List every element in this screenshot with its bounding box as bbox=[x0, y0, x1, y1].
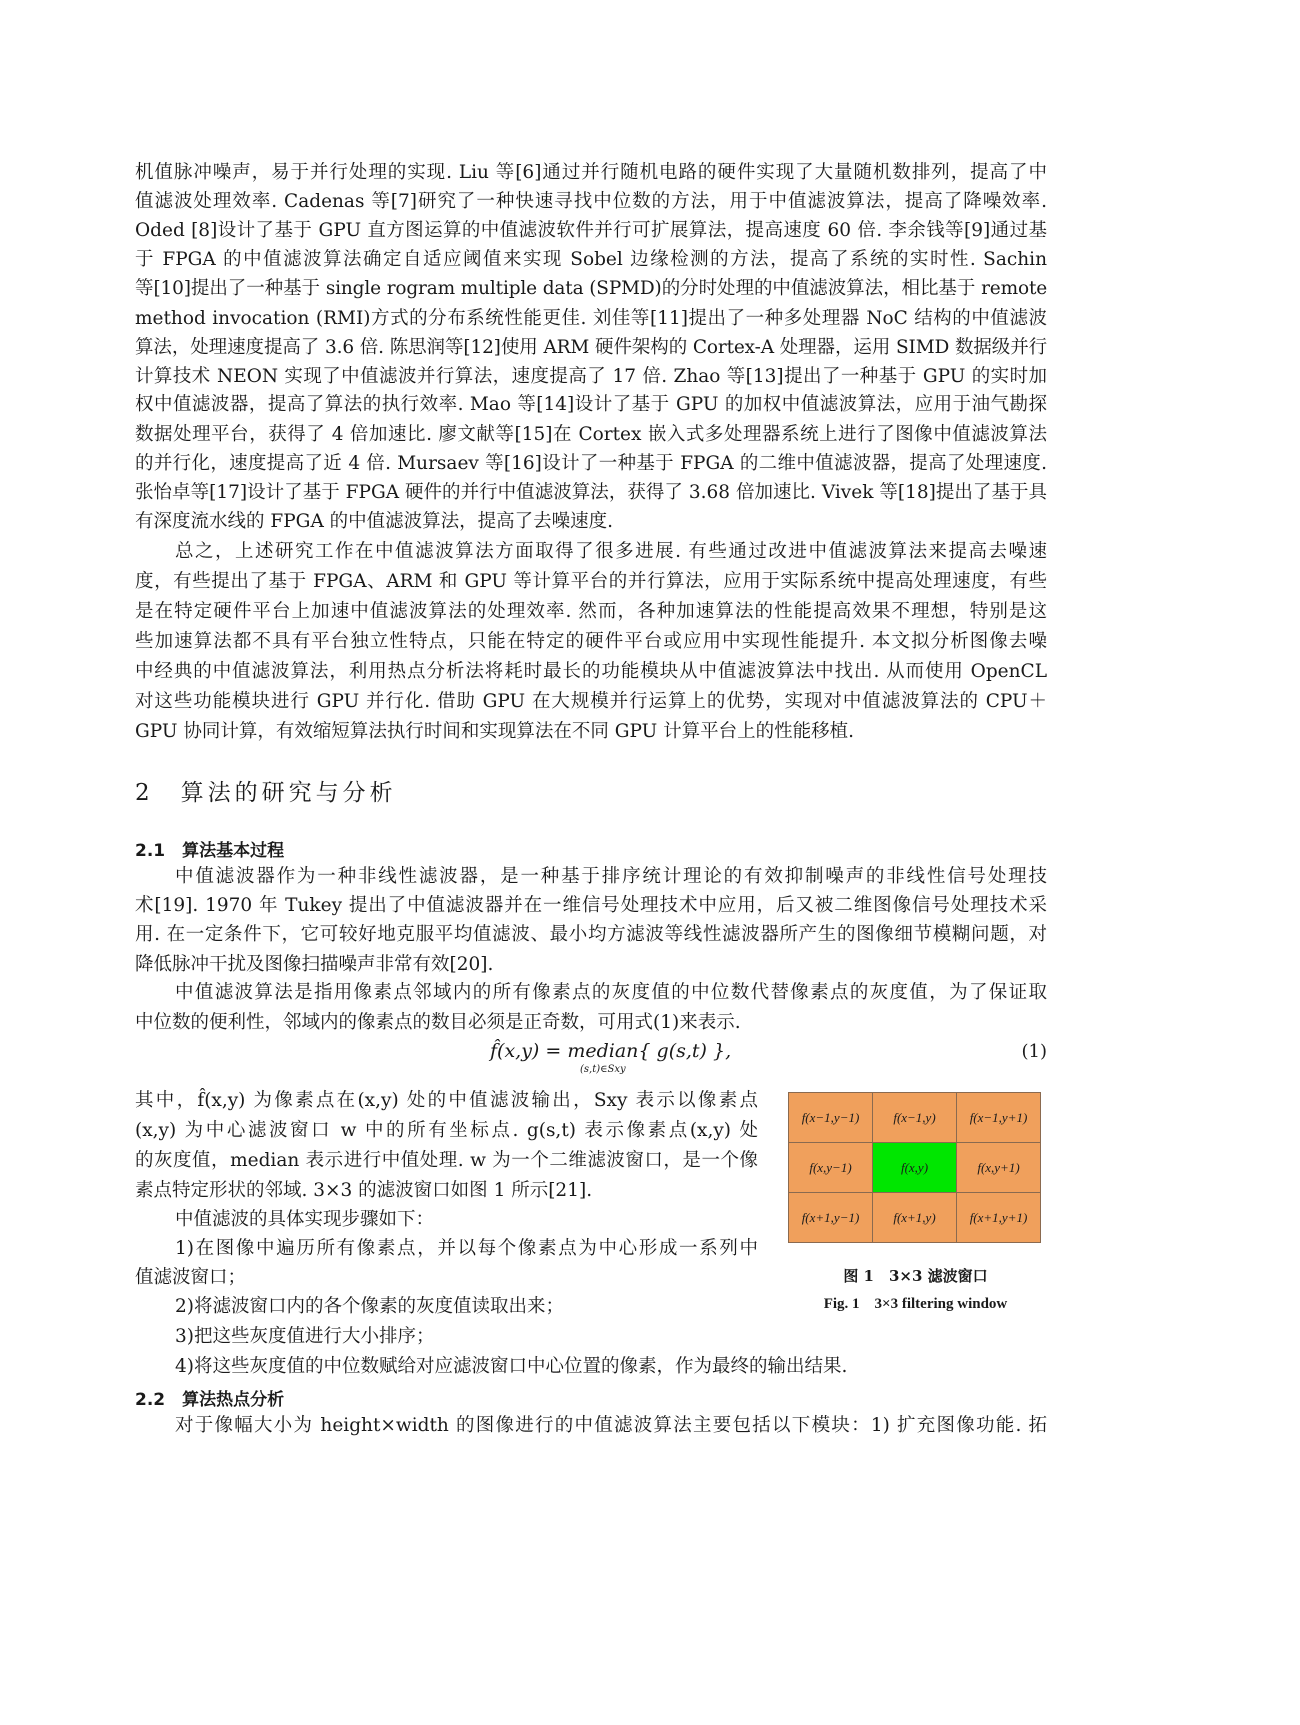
text-line: 值滤波窗口； bbox=[135, 1266, 247, 1288]
text-line: 2)将滤波窗口内的各个像素的灰度值读取出来； bbox=[175, 1295, 564, 1317]
text-line: 中位数的便利性，邻域内的像素点的数目必须是正奇数，可用式(1)来表示. bbox=[135, 1011, 741, 1033]
figure-center-cell: f(x,y) bbox=[873, 1143, 957, 1193]
text-line: 对于像幅大小为 height×width 的图像进行的中值滤波算法主要包括以下模块：1) 扩充图像功能. 拓 bbox=[175, 1414, 1047, 1436]
figure-cell: f(x−1,y) bbox=[873, 1093, 957, 1143]
text-line: 的灰度值，median 表示进行中值处理. w 为一个二维滤波窗口，是一个像 bbox=[135, 1149, 758, 1171]
text-line: 张怡卓等[17]设计了基于 FPGA 硬件的并行中值滤波算法，获得了 3.68 倍加速比. Vivek 等[18]提出了基于具 bbox=[135, 481, 1047, 503]
figure-caption-en: Fig. 1 3×3 filtering window bbox=[823, 1296, 1008, 1312]
text-line: 术[19]. 1970 年 Tukey 提出了中值滤波器并在一维信号处理技术中应用，后又被二维图像信号处理技术采 bbox=[135, 894, 1047, 916]
equation-subscript: (s,t)∈Sxy bbox=[580, 1064, 626, 1075]
text-line: 用. 在一定条件下，它可较好地克服平均值滤波、最小均方滤波等线性滤波器所产生的图像细节模糊问题，对 bbox=[135, 923, 1047, 945]
text-line: 中值滤波器作为一种非线性滤波器，是一种基于排序统计理论的有效抑制噪声的非线性信号处理技 bbox=[175, 865, 1047, 887]
figure-cell: f(x,y−1) bbox=[789, 1143, 873, 1193]
text-line: (x,y) 为中心滤波窗口 w 中的所有坐标点. g(s,t) 表示像素点(x,y) 处 bbox=[135, 1119, 758, 1141]
text-line: 1)在图像中遍历所有像素点，并以每个像素点为中心形成一系列中 bbox=[175, 1237, 758, 1259]
text-line: 计算技术 NEON 实现了中值滤波并行算法，速度提高了 17 倍. Zhao 等[13]提出了一种基于 GPU 的实时加 bbox=[135, 365, 1047, 387]
text-line: 数据处理平台，获得了 4 倍加速比. 廖文献等[15]在 Cortex 嵌入式多处理器系统上进行了图像中值滤波算法 bbox=[135, 423, 1047, 445]
figure-caption-cn: 图 1 3×3 滤波窗口 bbox=[843, 1267, 988, 1285]
figure-cell: f(x+1,y+1) bbox=[957, 1193, 1041, 1243]
subsection-heading: 2.2 算法热点分析 bbox=[135, 1390, 285, 1410]
text-line: 的并行化，速度提高了近 4 倍. Mursaev 等[16]设计了一种基于 FPGA 的二维中值滤波器，提高了处理速度. bbox=[135, 452, 1047, 474]
text-line: 是在特定硬件平台上加速中值滤波算法的处理效率. 然而，各种加速算法的性能提高效果不理想，特别是这 bbox=[135, 600, 1047, 622]
section-heading: 2 算法的研究与分析 bbox=[135, 780, 397, 806]
text-line: 机值脉冲噪声，易于并行处理的实现. Liu 等[6]通过并行随机电路的硬件实现了大量随机数排列，提高了中 bbox=[135, 161, 1047, 183]
figure-cell: f(x+1,y) bbox=[873, 1193, 957, 1243]
text-line: 些加速算法都不具有平台独立性特点，只能在特定的硬件平台或应用中实现性能提升. 本文拟分析图像去噪 bbox=[135, 630, 1047, 652]
figure-cell: f(x−1,y+1) bbox=[957, 1093, 1041, 1143]
text-line: 值滤波处理效率. Cadenas 等[7]研究了一种快速寻找中位数的方法，用于中值滤波算法，提高了降噪效率. bbox=[135, 190, 1047, 212]
figure-cell: f(x−1,y−1) bbox=[789, 1093, 873, 1143]
text-line: 中值滤波算法是指用像素点邻域内的所有像素点的灰度值的中位数代替像素点的灰度值，为了保证取 bbox=[175, 981, 1047, 1003]
text-line: 度，有些提出了基于 FPGA、ARM 和 GPU 等计算平台的并行算法，应用于实际系统中提高处理速度，有些 bbox=[135, 570, 1047, 592]
text-line: 降低脉冲干扰及图像扫描噪声非常有效[20]. bbox=[135, 953, 494, 975]
equation bbox=[490, 1040, 732, 1075]
text-line: 中经典的中值滤波算法，利用热点分析法将耗时最长的功能模块从中值滤波算法中找出. 从而使用 OpenCL bbox=[135, 660, 1047, 682]
text-line: Oded [8]设计了基于 GPU 直方图运算的中值滤波软件并行可扩展算法，提高速度 60 倍. 李余钱等[9]通过基 bbox=[135, 219, 1047, 241]
subsection-heading: 2.1 算法基本过程 bbox=[135, 841, 285, 861]
text-line: 总之，上述研究工作在中值滤波算法方面取得了很多进展. 有些通过改进中值滤波算法来提高去噪速 bbox=[175, 540, 1047, 562]
text-line: method invocation (RMI)方式的分布系统性能更佳. 刘佳等[11]提出了一种多处理器 NoC 结构的中值滤波 bbox=[135, 307, 1047, 329]
equation-body: f̂(x,y) = median{ g(s,t) }, bbox=[490, 1040, 732, 1062]
text-line: 等[10]提出了一种基于 single rogram multiple data (SPMD)的分时处理的中值滤波算法，相比基于 remote bbox=[135, 277, 1047, 299]
text-line: 中值滤波的具体实现步骤如下： bbox=[175, 1208, 435, 1230]
text-line: 其中，f̂(x,y) 为像素点在(x,y) 处的中值滤波输出，Sxy 表示以像素点 bbox=[135, 1089, 758, 1111]
text-line: 对这些功能模块进行 GPU 并行化. 借助 GPU 在大规模并行运算上的优势，实现对中值滤波算法的 CPU＋ bbox=[135, 690, 1047, 712]
text-line: 有深度流水线的 FPGA 的中值滤波算法，提高了去噪速度. bbox=[135, 510, 614, 532]
equation-number: (1) bbox=[1021, 1041, 1047, 1062]
figure-cell: f(x+1,y−1) bbox=[789, 1193, 873, 1243]
text-line: GPU 协同计算，有效缩短算法执行时间和实现算法在不同 GPU 计算平台上的性能移植. bbox=[135, 720, 855, 742]
text-line: 3)把这些灰度值进行大小排序； bbox=[175, 1325, 435, 1347]
text-line: 4)将这些灰度值的中位数赋给对应滤波窗口中心位置的像素，作为最终的输出结果. bbox=[175, 1355, 848, 1377]
text-line: 于 FPGA 的中值滤波算法确定自适应阈值来实现 Sobel 边缘检测的方法，提高了系统的实时性. Sachin bbox=[135, 248, 1047, 270]
text-line: 素点特定形状的邻域. 3×3 的滤波窗口如图 1 所示[21]. bbox=[135, 1179, 593, 1201]
text-line: 算法，处理速度提高了 3.6 倍. 陈思润等[12]使用 ARM 硬件架构的 Cortex-A 处理器，运用 SIMD 数据级并行 bbox=[135, 336, 1047, 358]
text-line: 权中值滤波器，提高了算法的执行效率. Mao 等[14]设计了基于 GPU 的加权中值滤波算法，应用于油气勘探 bbox=[135, 393, 1047, 415]
figure-cell: f(x,y+1) bbox=[957, 1143, 1041, 1193]
